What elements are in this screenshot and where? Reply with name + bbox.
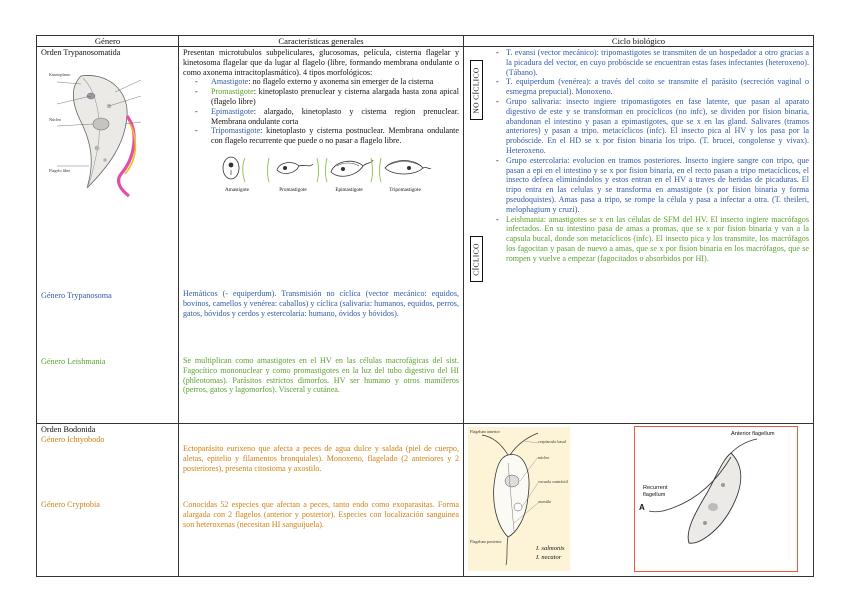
figure-label-flagellum: Flagelo libre bbox=[49, 168, 71, 173]
figure-letter-a: A bbox=[639, 503, 645, 512]
characteristics-cell-trypanosomatida bbox=[179, 47, 464, 424]
genus-ichtyobodo: Género Ichtyobodo bbox=[41, 435, 105, 444]
cycle-leishmania: - Leishmania: amastigotes se x en las células de SFM del HV. El insecto ingiere macrófagos infectados. En su intestino pasa de amas a promas, que se x por fision binaria y van a la capsula bucal, donde son metacíclicos (infc). El insecto pica y los transmite, los macrófagos los fagocitan y pasan de nuevo a amas, que se x por fision binaria en los macrófagos, que se rompen y vuelve a empezar (fagocitados o absorbidos por HI). bbox=[506, 215, 809, 264]
ichtyobodo-figure bbox=[468, 427, 570, 571]
label-anterior-flagellum: Anterior flagellum bbox=[731, 431, 775, 437]
figure-label-nucleus: Núcleo bbox=[49, 117, 62, 122]
trypanosomatida-general: Presentan microtubulos subpeliculares, glucosomas, película, cisterna flagelar y kinetosoma flagelar que da lugar al flagelo (libre, formando membrana ondulante o como axonema intracitoplasmático). 4 tipos morfológicos: bbox=[183, 48, 459, 77]
label-flagelum-posterior: Flagelum posterior bbox=[470, 539, 502, 544]
genus-cryptobia: Género Cryptobia bbox=[41, 500, 100, 509]
species-salmonis: I. salmonis bbox=[536, 545, 565, 552]
amastigote-figure bbox=[211, 154, 263, 192]
genus-leishmania: Género Leishmania bbox=[41, 357, 106, 366]
classification-table bbox=[36, 35, 814, 577]
form-promastigote: - Promastigote: kinetoplasto prenuclear y cisterna alargada hasta zona apical (flagelo libre) bbox=[211, 87, 459, 107]
row-trypanosomatida bbox=[37, 47, 814, 424]
characteristics-cell-bodonida bbox=[179, 424, 464, 577]
cycle-t-equiperdum: - T. equiperdum (venérea): a través del coito se transmite el parásito (secreción vaginal o esmegma prepucial). Monoxeno. bbox=[506, 77, 809, 97]
caption-epimastigote: Epimastigote bbox=[335, 186, 363, 193]
caption-promastigote: Promastigote bbox=[279, 186, 307, 193]
label-corpusculo-basal: corpúsculo basal bbox=[538, 439, 567, 444]
form-name-amastigote: Amastigote bbox=[211, 77, 249, 87]
cycle-list bbox=[468, 48, 809, 264]
trypanosome-diagram bbox=[51, 62, 163, 200]
cycle-salivaria: - Grupo salivaria: insecto ingiere tripomastigotes en fase latente, que pasan al aparato digestivo de este y se transforman en procíclicos (no infc), se dividen por fision binaria, abandonan el intestino y pasan a epimastigotes, que se x en las gland. Salivares (tramos anteriores) y pasan a tripo. metacíclicos (infc). El insecto pica al HV y los pasa por la probóscide. En el HD se x por fision binaria los tripo. (T. brucei, congolense y vivax). Heteroxeno. bbox=[506, 97, 809, 156]
caption-amastigote: Amastigote bbox=[225, 186, 249, 193]
form-amastigote: - Amastigote: no flagelo externo y axonema sin emerger de la cisterna bbox=[211, 77, 459, 87]
leishmania-general: Se multiplican como amastigotes en el HV en las células macrofágicas del sist. Fagocítico mononuclear y como promastigotes en la luz del tubo digestivo del HI (phleotomas). Parásitos estrictos dimorfos. HV ser humano y otros mamíferos (perros, gatos y lagomorfos). Visceral y cutánea. bbox=[183, 356, 459, 395]
tag-no-ciclico: NO CÍCLICO bbox=[470, 60, 483, 120]
cycle-cell-bodonida bbox=[464, 424, 814, 577]
trypanosoma-general: Hemáticos (- equiperdum). Transmisión no cíclica (vector mecánico: equidos, bovinos, camellos y venérea: caballos) y cíclica (salivaria: humanos, equidos, perros, gatos, bóvidos y cerdos y estercolaria: humano, óvidos y bóvidos). bbox=[183, 289, 459, 318]
cycle-content bbox=[468, 48, 809, 276]
bodonida-figures bbox=[464, 424, 813, 574]
genus-cell-trypanosomatida bbox=[37, 47, 179, 424]
form-name-tripomastigote: Tripomastigote bbox=[211, 126, 261, 136]
label-nucleo: núcleo bbox=[538, 455, 550, 460]
header-ciclo: Ciclo biológico bbox=[464, 36, 814, 47]
promastigote-figure bbox=[267, 154, 319, 192]
label-vacuola: vacuola contráctil bbox=[538, 479, 568, 484]
row-bodonida bbox=[37, 424, 814, 577]
figure-label-kinetoplast: Kinetoplasto bbox=[49, 72, 71, 77]
morphological-types-list bbox=[183, 77, 459, 146]
header-genero: Género bbox=[37, 36, 179, 47]
form-name-epimastigote: Epimastigote bbox=[211, 106, 254, 116]
genus-trypanosoma: Género Trypanosoma bbox=[41, 291, 112, 300]
label-flagelum-anterior: Flagelum anterior bbox=[470, 429, 500, 434]
order-bodonida: Orden Bodonida bbox=[41, 425, 96, 434]
genus-cell-bodonida bbox=[37, 424, 179, 577]
cycle-t-evansi: - T. evansi (vector mecánico): tripomastigotes se transmiten de un hospedador a otro gracias a la picadura del vector, en cuyo probóscide se encuentran estas fases infectantes (heteroxeno). (Tábano). bbox=[506, 48, 809, 77]
cycle-estercolaria: - Grupo estercolaria: evolucion en tramos posteriores. Insecto ingiere sangre con tripo, que pasan a epi en el intestino y se x por fision binaria, en el recto pasan a tripo metacíclicos, el insecto defeca eliminándolos y estos entran en el HV a traves de heridas de picaduras. El tripo entra en las celulas y se transforma en amastigote (x por fision binaria y forma pseudoquistes). Amas pasa a tripo, se rompe la célula y pasa a infectar a otra. (T. theileri, melophagium y cruzi). bbox=[506, 156, 809, 215]
order-trypanosomatida: Orden Trypanosomatida bbox=[41, 48, 121, 57]
cryptobia-figure bbox=[634, 426, 798, 572]
form-name-promastigote: Promastigote bbox=[211, 87, 254, 97]
label-axostilo: axostilo bbox=[538, 499, 552, 504]
header-caracteristicas: Características generales bbox=[179, 36, 464, 47]
label-recurrent-flagellum: Recurrent flagellum bbox=[643, 485, 668, 498]
form-epimastigote: - Epimastigote: alargado, kinetoplasto y cisterna region prenuclear. Membrana ondulante corta bbox=[211, 107, 459, 127]
cycle-cell-trypanosomatida bbox=[464, 47, 814, 424]
header-row bbox=[37, 36, 814, 47]
cryptobia-general: Conocidas 52 especies que afectan a peces, tanto endo como exoparasitas. Forma alargada con 2 flagelos (anterior y posterior). Especies con localización sanguinea son heteroxenas (necesitan HI sanguijuela). bbox=[183, 500, 459, 529]
morphology-figures bbox=[183, 150, 459, 192]
epimastigote-figure bbox=[323, 154, 375, 192]
species-necator: I. necator bbox=[536, 554, 562, 561]
ichtyobodo-general: Ectoparásito eurixeno que afecta a peces de agua dulce y salada (piel de cuerpo, aletas, epitelio y filamentos bronquiales). Monoxeno, flagelado (2 anteriores y 2 posteriores), presenta citostoma y axostilo. bbox=[183, 444, 459, 473]
tag-ciclico: CÍCLICO bbox=[470, 236, 483, 282]
tripomastigote-figure bbox=[379, 154, 431, 192]
form-tripomastigote: - Tripomastigote: kinetoplasto y cisterna postnuclear. Membrana ondulante con flagelo recurrente que puede o no pasar a flagelo libre. bbox=[211, 126, 459, 146]
caption-tripomastigote: Tripomastigote bbox=[389, 186, 421, 193]
